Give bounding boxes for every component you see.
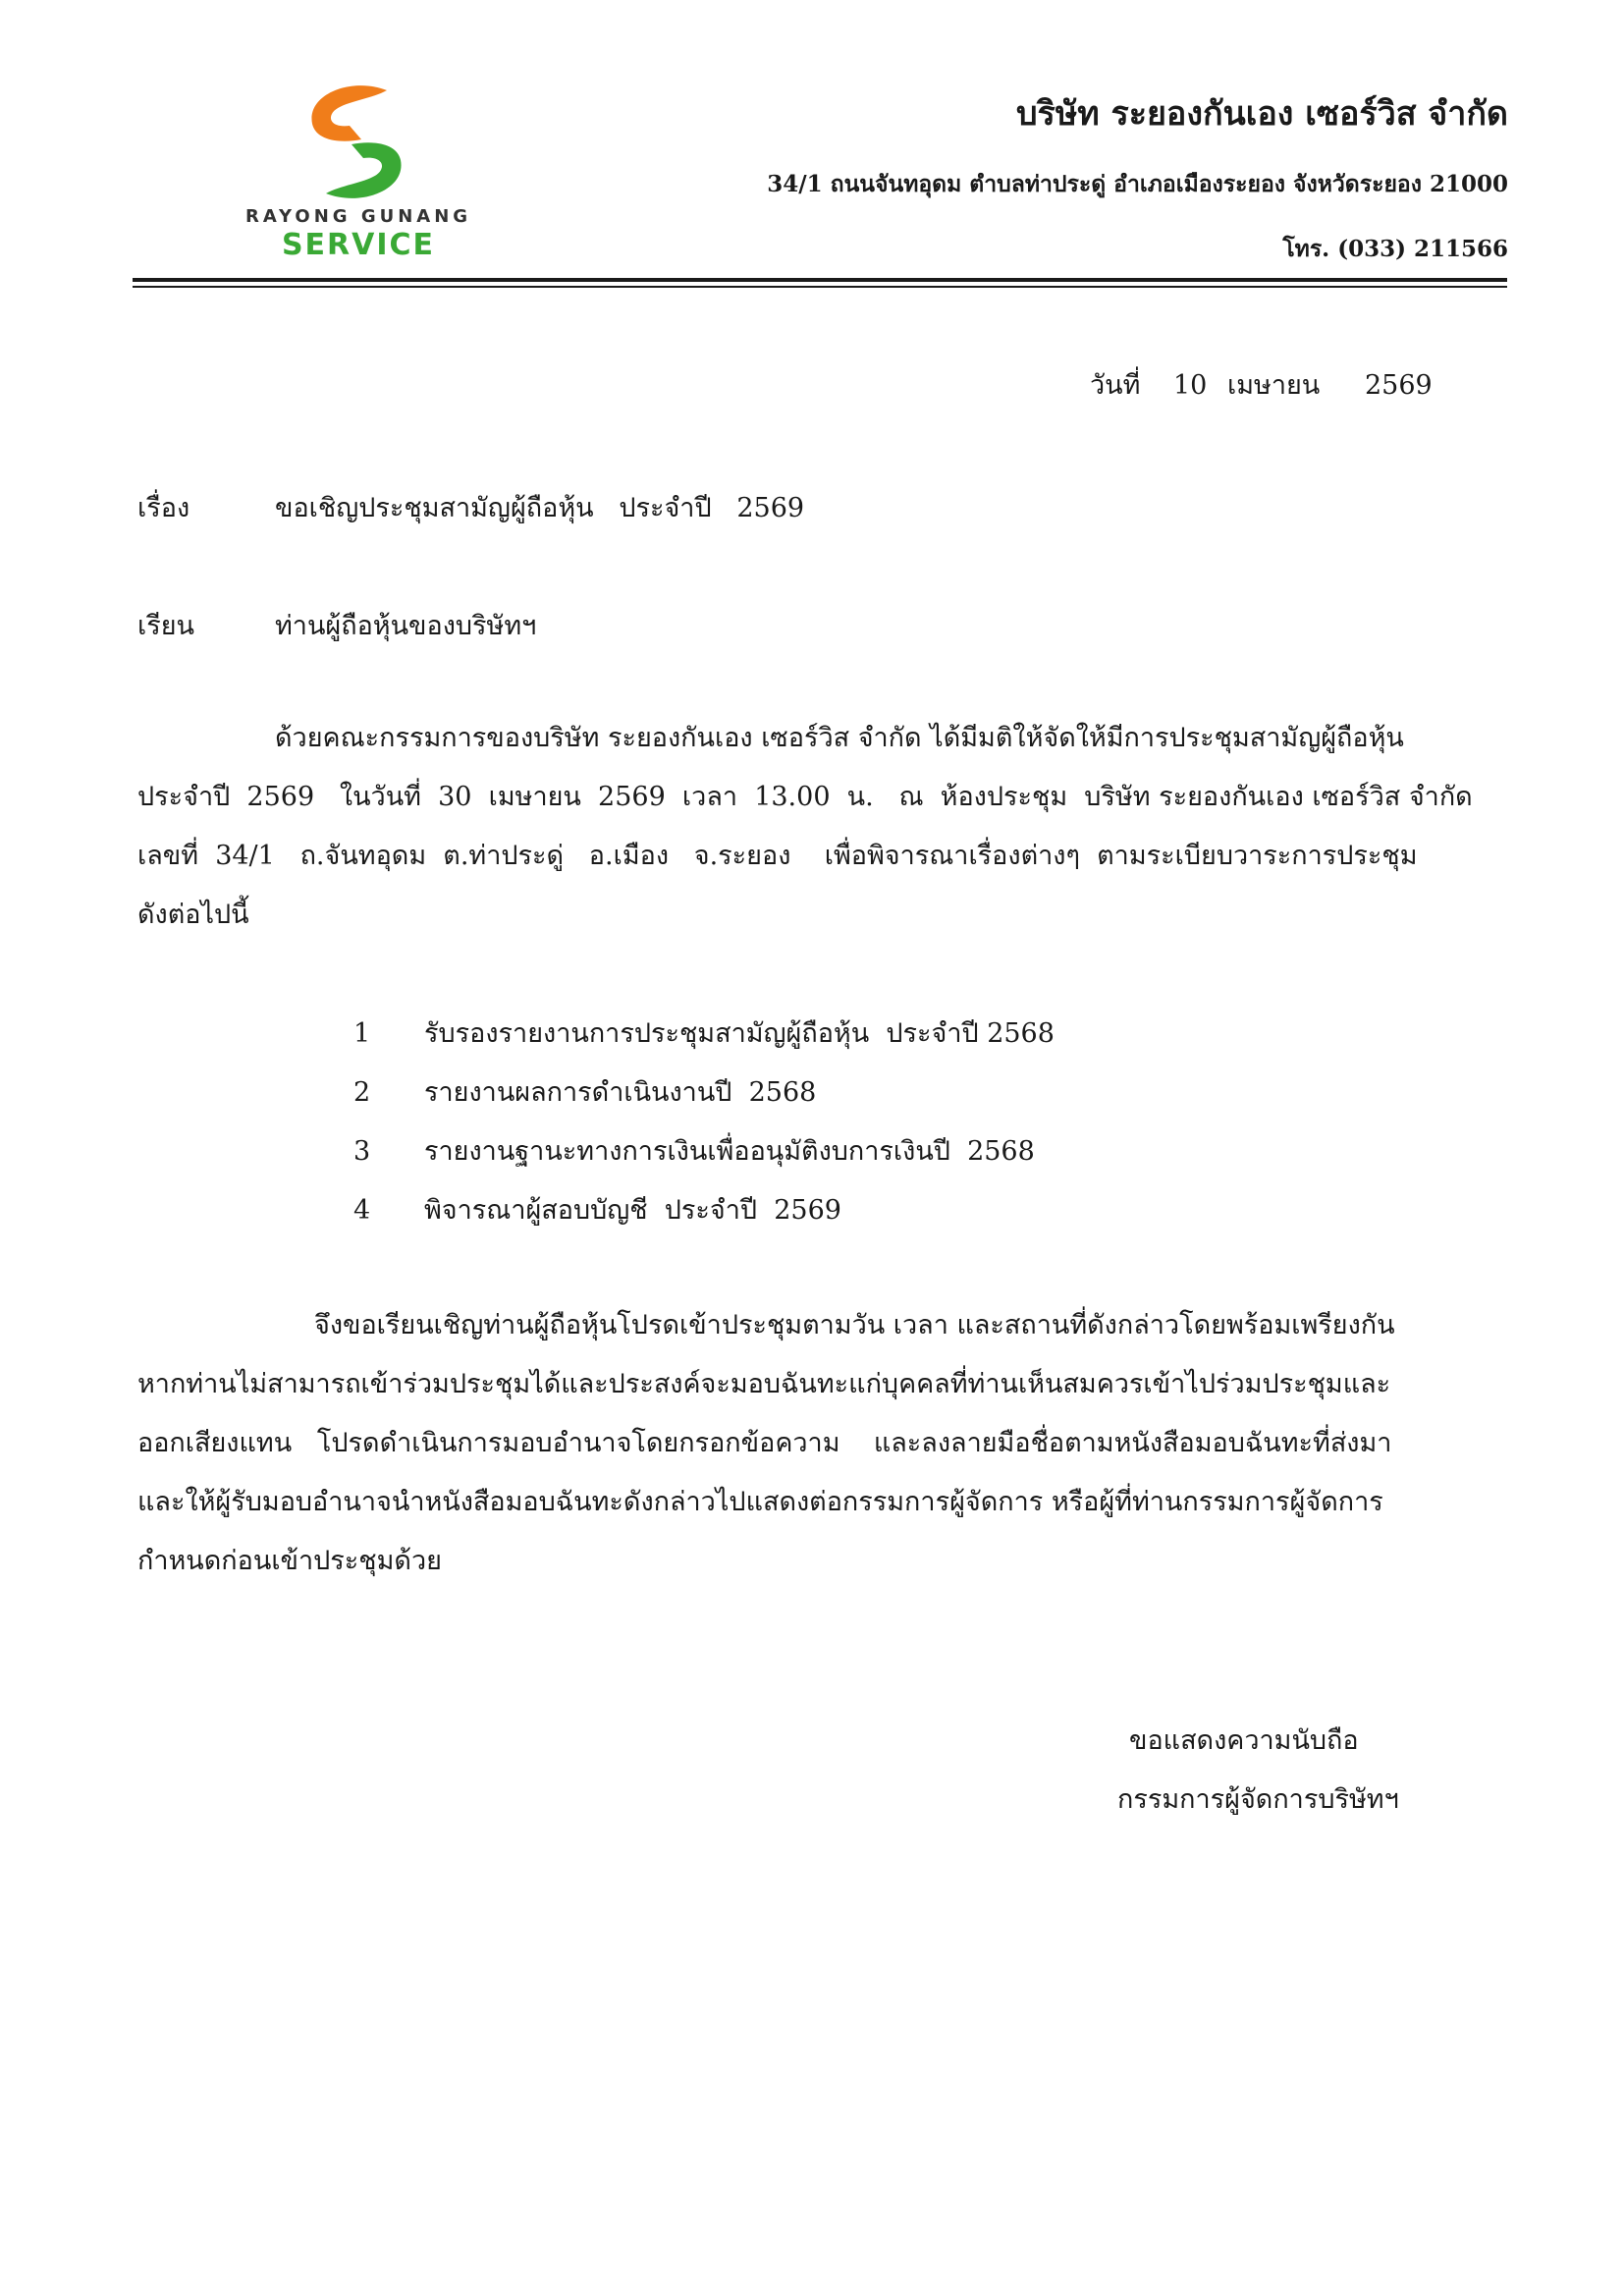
logo-brand-line1: RAYONG GUNANG xyxy=(244,206,472,227)
date-day: 10 xyxy=(1173,370,1208,401)
paragraph-line: จึงขอเรียนเชิญท่านผู้ถือหุ้นโปรดเข้าประชุมตามวัน เวลา และสถานที่ดังกล่าวโดยพร้อมเพรียงกัน xyxy=(314,1310,1395,1340)
date-label: วันที่ xyxy=(1090,370,1141,401)
body-paragraph-1 xyxy=(137,709,1473,945)
recipient-text: ท่านผู้ถือหุ้นของบริษัทฯ xyxy=(275,611,537,641)
date-year: 2569 xyxy=(1365,370,1433,401)
swirl-s-logo-icon xyxy=(293,81,420,203)
agenda-number: 1 xyxy=(353,1018,371,1049)
agenda-number: 3 xyxy=(353,1136,371,1167)
subject-text: ขอเชิญประชุมสามัญผู้ถือหุ้น ประจำปี 2569 xyxy=(275,493,805,523)
subject-label: เรื่อง xyxy=(137,493,190,523)
letter-date xyxy=(1090,363,1433,406)
signer-title: กรรมการผู้จัดการบริษัทฯ xyxy=(1117,1784,1399,1815)
paragraph-line: ด้วยคณะกรรมการของบริษัท ระยองกันเอง เซอร์วิส จำกัด ได้มีมติให้จัดให้มีการประชุมสามัญผู้ถือหุ้น xyxy=(275,723,1404,753)
body-paragraph-2 xyxy=(137,1296,1434,1591)
company-address: 34/1 ถนนจันทอุดม ตำบลท่าประดู่ อำเภอเมืองระยอง จังหวัดระยอง 21000 xyxy=(767,171,1508,197)
agenda-list xyxy=(353,1005,1055,1240)
company-logo xyxy=(216,81,501,267)
company-name: บริษัท ระยองกันเอง เซอร์วิส จำกัด xyxy=(1015,94,1508,134)
company-phone: โทร. (033) 211566 xyxy=(1282,236,1508,262)
agenda-item xyxy=(353,1005,1055,1064)
paragraph-line: และให้ผู้รับมอบอำนาจนำหนังสือมอบฉันทะดังกล่าวไปแสดงต่อกรรมการผู้จัดการ หรือผู้ที่ท่านกรรมการผู้จัดการ xyxy=(137,1487,1383,1517)
paragraph-line: ประจำปี 2569 ในวันที่ 30 เมษายน 2569 เวลา 13.00 น. ณ ห้องประชุม บริษัท ระยองกันเอง เซอร์วิส จำกัด xyxy=(137,782,1473,812)
paragraph-line: หากท่านไม่สามารถเข้าร่วมประชุมได้และประสงค์จะมอบฉันทะแก่บุคคลที่ท่านเห็นสมควรเข้าไปร่วมประชุมและ xyxy=(137,1369,1391,1399)
agenda-item xyxy=(353,1122,1055,1181)
header-divider-thin xyxy=(133,286,1507,288)
agenda-text: รายงานผลการดำเนินงานปี 2568 xyxy=(424,1077,817,1108)
date-month: เมษายน xyxy=(1227,370,1321,401)
header-divider-thick xyxy=(133,278,1507,282)
closing-salutation: ขอแสดงความนับถือ xyxy=(1129,1725,1359,1756)
paragraph-line: กำหนดก่อนเข้าประชุมด้วย xyxy=(137,1546,442,1576)
paragraph-line: ออกเสียงแทน โปรดดำเนินการมอบอำนาจโดยกรอกข้อความ และลงลายมือชื่อตามหนังสือมอบฉันทะที่ส่งมา xyxy=(137,1428,1392,1458)
agenda-text: พิจารณาผู้สอบบัญชี ประจำปี 2569 xyxy=(424,1195,841,1226)
agenda-number: 4 xyxy=(353,1195,371,1226)
paragraph-line: เลขที่ 34/1 ถ.จันทอุดม ต.ท่าประดู่ อ.เมือง จ.ระยอง เพื่อพิจารณาเรื่องต่างๆ ตามระเบียบวาระการประชุม xyxy=(137,841,1418,871)
recipient-label: เรียน xyxy=(137,611,195,641)
paragraph-line: ดังต่อไปนี้ xyxy=(137,900,249,930)
agenda-item xyxy=(353,1181,1055,1240)
agenda-number: 2 xyxy=(353,1077,371,1108)
logo-brand-line2: SERVICE xyxy=(281,228,436,262)
agenda-text: รับรองรายงานการประชุมสามัญผู้ถือหุ้น ประจำปี 2568 xyxy=(424,1018,1055,1049)
agenda-item xyxy=(353,1064,1055,1122)
agenda-text: รายงานฐานะทางการเงินเพื่ออนุมัติงบการเงินปี 2568 xyxy=(424,1136,1035,1167)
